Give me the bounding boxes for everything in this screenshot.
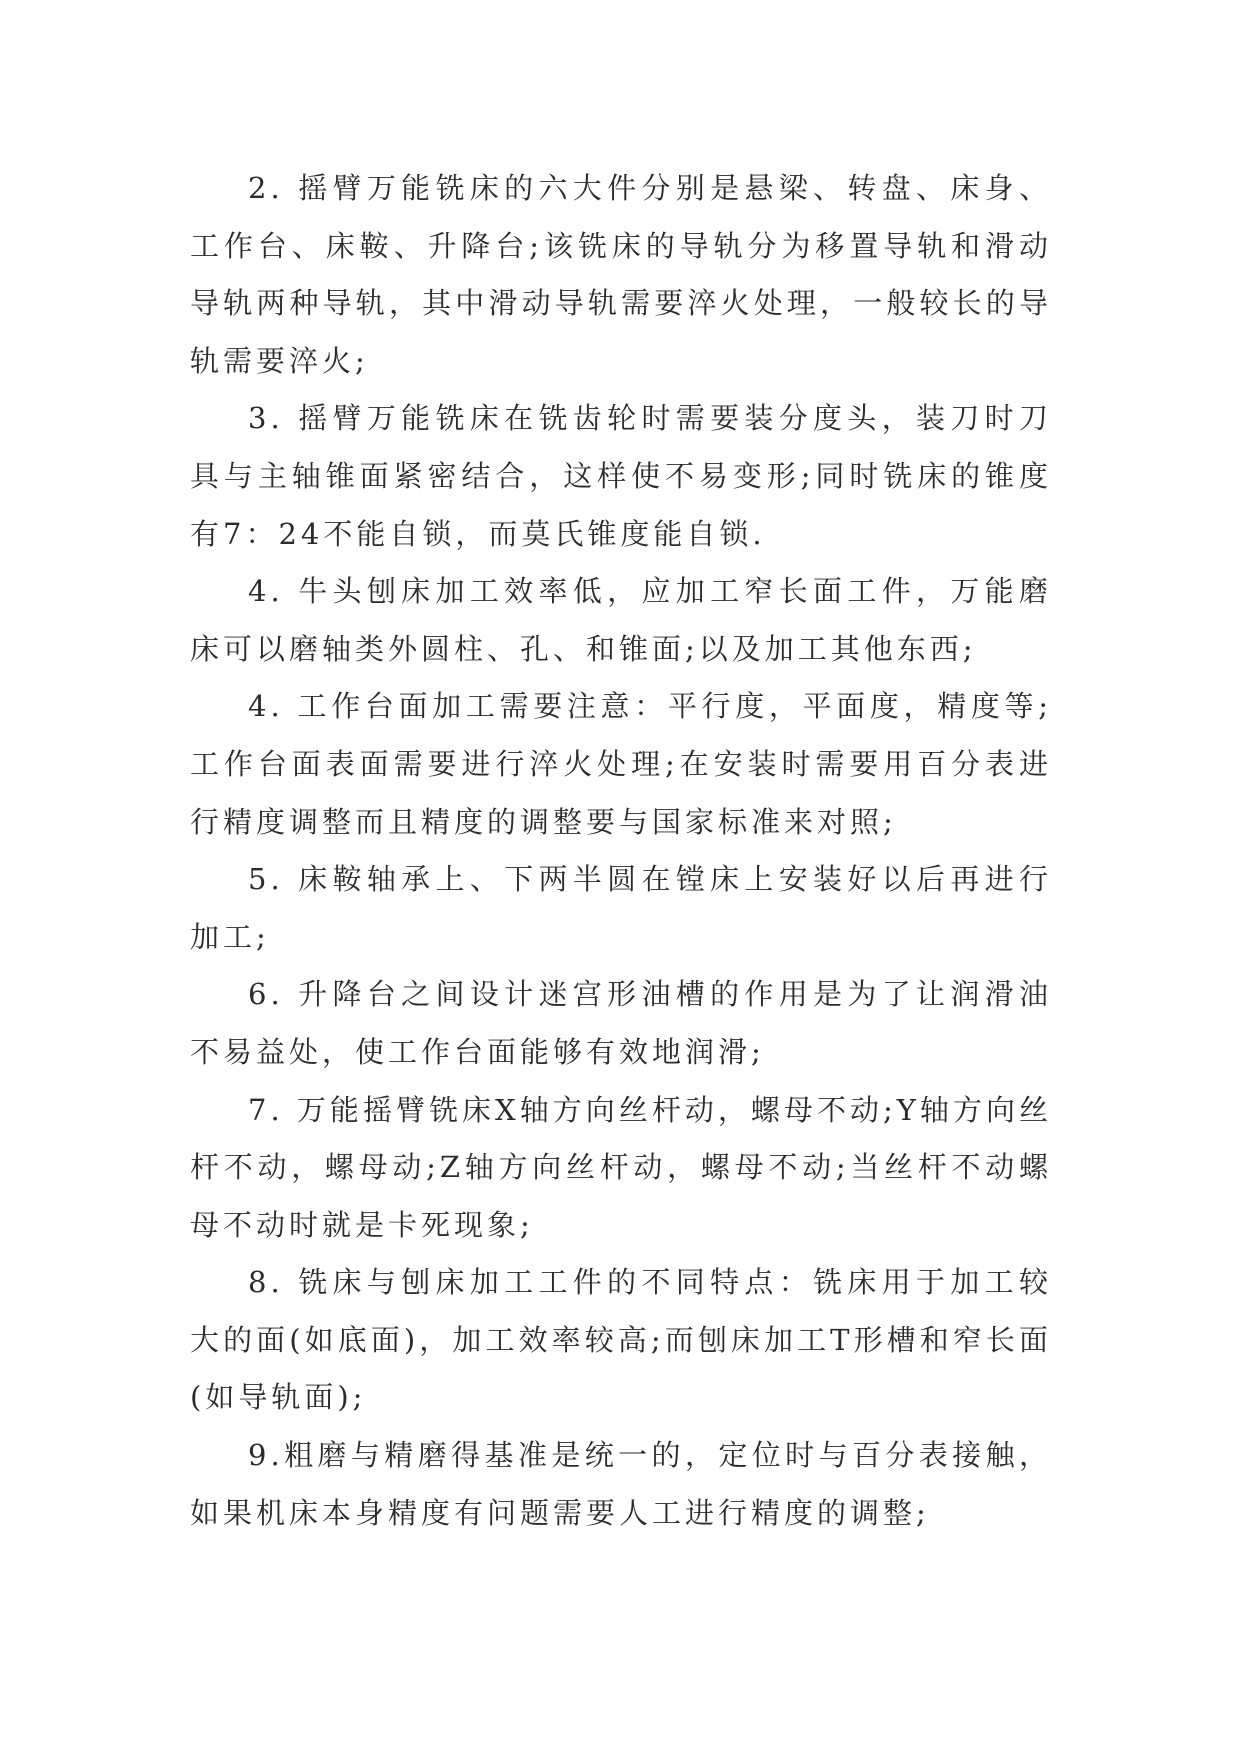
paragraph-item-2: 2. 摇臂万能铣床的六大件分别是悬梁、转盘、床身、工作台、床鞍、升降台;该铣床的导轨分为移置导轨和滑动导轨两种导轨，其中滑动导轨需要淬火处理，一般较长的导轨需要淬火; xyxy=(190,171,1052,378)
paragraph-item-7: 7. 万能摇臂铣床X轴方向丝杆动，螺母不动;Y轴方向丝杆不动，螺母动;Z轴方向丝杆动，螺母不动;当丝杆不动螺母不动时就是卡死现象; xyxy=(190,1092,1052,1242)
paragraph-item-4a: 4. 牛头刨床加工效率低，应加工窄长面工件，万能磨床可以磨轴类外圆柱、孔、和锥面;以及加工其他东西; xyxy=(190,574,1052,666)
document-body xyxy=(190,160,1052,1542)
paragraph-item-3: 3. 摇臂万能铣床在铣齿轮时需要装分度头，装刀时刀具与主轴锥面紧密结合，这样使不易变形;同时铣床的锥度有7：24不能自锁，而莫氏锥度能自锁. xyxy=(190,401,1052,551)
paragraph-item-6: 6. 升降台之间设计迷宫形油槽的作用是为了让润滑油不易益处，使工作台面能够有效地润滑; xyxy=(190,977,1052,1069)
paragraph-item-4b: 4. 工作台面加工需要注意：平行度，平面度，精度等;工作台面表面需要进行淬火处理;在安装时需要用百分表进行精度调整而且精度的调整要与国家标准来对照; xyxy=(190,689,1052,839)
paragraph-item-5: 5. 床鞍轴承上、下两半圆在镗床上安装好以后再进行加工; xyxy=(190,862,1052,954)
paragraph-item-8: 8. 铣床与刨床加工工件的不同特点：铣床用于加工较大的面(如底面)，加工效率较高;而刨床加工T形槽和窄长面(如导轨面); xyxy=(190,1265,1052,1415)
paragraph-item-9: 9.粗磨与精磨得基准是统一的，定位时与百分表接触，如果机床本身精度有问题需要人工进行精度的调整; xyxy=(190,1438,1052,1530)
